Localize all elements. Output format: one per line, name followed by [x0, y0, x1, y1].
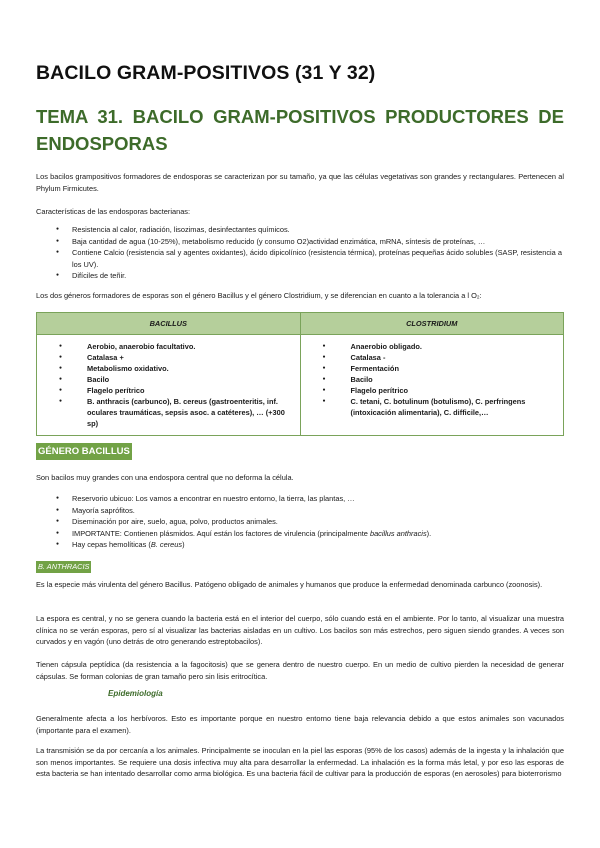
- caracteristicas-list: [36, 224, 564, 282]
- list-item: ● C. tetani, C. botulinum (botulismo), C. perfringens (intoxicación alimentaria), C. difficile,…: [301, 396, 560, 418]
- list-item: ● Bacilo: [301, 374, 560, 385]
- list-item: ● Flagelo perítrico: [301, 385, 560, 396]
- list-item-text: IMPORTANTE: Contienen plásmidos. Aquí están los factores de virulencia (principalmente: [72, 528, 370, 538]
- list-item: ● Catalasa -: [301, 352, 560, 363]
- list-item: ● Anaerobio obligado.: [301, 341, 560, 352]
- epidemiologia-heading: Epidemiología: [108, 689, 163, 698]
- table-header-bacillus: BACILLUS: [37, 313, 301, 335]
- list-item: ● Baja cantidad de agua (10-25%), metabolismo reducido (y consumo O2)actividad enzimática, mRNA, síntesis de proteínas, …: [36, 236, 564, 248]
- anthracis-paragraph-1: Es la especie más virulenta del género Bacillus. Patógeno obligado de animales y humanos que produce la enfermedad denominada carbunco (zoonosis).: [36, 580, 543, 589]
- list-item: ● Difíciles de teñir.: [36, 270, 564, 282]
- genero-intro: Son bacilos muy grandes con una endospora central que no deforma la célula.: [36, 473, 294, 482]
- epidemiologia-paragraph-1: Generalmente afecta a los herbívoros. Esto es importante porque en nuestro entorno tiene baja relevancia debido a que estos animales son vacunados (importante para el examen).: [36, 714, 564, 735]
- genero-list: [36, 493, 564, 551]
- list-item: [36, 539, 564, 551]
- anthracis-paragraph-2: La espora es central, y no se genera cuando la bacteria está en el interior del cuerpo, sólo cuando está en el ambiente. Por lo tanto, al visualizar una muestra clínica no se verán esporas, pero sí al visualizar las bacterias aisladas en un cultivo. Los bacilos son más estrechos, pero siguen siendo grandes. A veces son curvados y en vagón (uno detrás de otro generando estreptobacilos).: [36, 614, 564, 646]
- list-item-text-end: ).: [426, 528, 432, 538]
- table-header-clostridium: CLOSTRIDIUM: [300, 313, 564, 335]
- list-item-text-end: ): [182, 540, 185, 549]
- table-cell-bacillus: [37, 335, 301, 436]
- list-item: ● Diseminación por aire, suelo, agua, polvo, productos animales.: [36, 516, 564, 528]
- italic-species: B. cereus: [150, 540, 183, 549]
- caracteristicas-heading: Características de las endosporas bacterianas:: [36, 207, 191, 216]
- document-title: BACILO GRAM-POSITIVOS (31 Y 32): [36, 62, 376, 84]
- list-item: ● Metabolismo oxidativo.: [37, 363, 296, 374]
- generos-intro: Los dos géneros formadores de esporas son el género Bacillus y el género Clostridium, y se diferencian en cuanto a la tolerancia a l O₂:: [36, 291, 482, 300]
- list-item: ● Resistencia al calor, radiación, lisozimas, desinfectantes químicos.: [36, 224, 564, 236]
- list-item: ● Mayoría saprófitos.: [36, 505, 564, 517]
- list-item: ● Bacilo: [37, 374, 296, 385]
- list-item: ● Aerobio, anaerobio facultativo.: [37, 341, 296, 352]
- list-item: ● Reservorio ubicuo: Los vamos a encontrar en nuestro entorno, la tierra, las plantas, …: [36, 493, 564, 505]
- tema-title: TEMA 31. BACILO GRAM-POSITIVOS PRODUCTORES DE ENDOSPORAS: [36, 106, 564, 154]
- genero-bacillus-heading: GÉNERO BACILLUS: [36, 443, 132, 460]
- epidemiologia-paragraph-2: La transmisión se da por cercanía a los animales. Principalmente se inoculan en la piel las esporas (95% de los casos) además de la ingesta y la inhalación que son menos importantes. Se requiere una dosis infectiva muy alta para desarrollar la enfermedad. La inhalación es la forma más letal, y por eso las esporas de esta bacteria se han intentado desarrollar como arma biológica. Es una bacteria fácil de cultivar para la producción de esporas (en aerosoles) para bioterrorismo: [36, 746, 564, 778]
- list-item: ● Fermentación: [301, 363, 560, 374]
- list-item: [36, 528, 564, 540]
- list-item: ● B. anthracis (carbunco), B. cereus (gastroenteritis, inf. oculares traumáticas, sepsis asoc. a catéteres), … (+300 sp): [37, 396, 296, 429]
- intro-paragraph: Los bacilos grampositivos formadores de endosporas se caracterizan por su tamaño, ya que las células vegetativas son grandes y rectangulares. Pertenecen al Phylum Firmicutes.: [36, 172, 564, 193]
- list-item: ● Contiene Calcio (resistencia sal y agentes oxidantes), ácido dipicolínico (resistencia térmica), proteínas pequeñas ácido solubles (SASP, resistencia a los UV).: [36, 247, 564, 270]
- list-item-text: Hay cepas hemolíticas (: [72, 540, 151, 549]
- list-item: ● Catalasa +: [37, 352, 296, 363]
- anthracis-paragraph-3: Tienen cápsula peptídica (da resistencia a la fagocitosis) que se genera dentro de nuestro cuerpo. En un medio de cultivo pierden la necesidad de generar cápsulas. Se forman colonias de gran tamaño pero sin lisis eritrocítica.: [36, 660, 564, 681]
- table-cell-clostridium: [300, 335, 564, 436]
- anthracis-heading: B. ANTHRACIS: [38, 562, 90, 571]
- comparison-table: [36, 312, 564, 436]
- italic-species: bacillus anthracis: [369, 528, 427, 538]
- list-item: ● Flagelo perítrico: [37, 385, 296, 396]
